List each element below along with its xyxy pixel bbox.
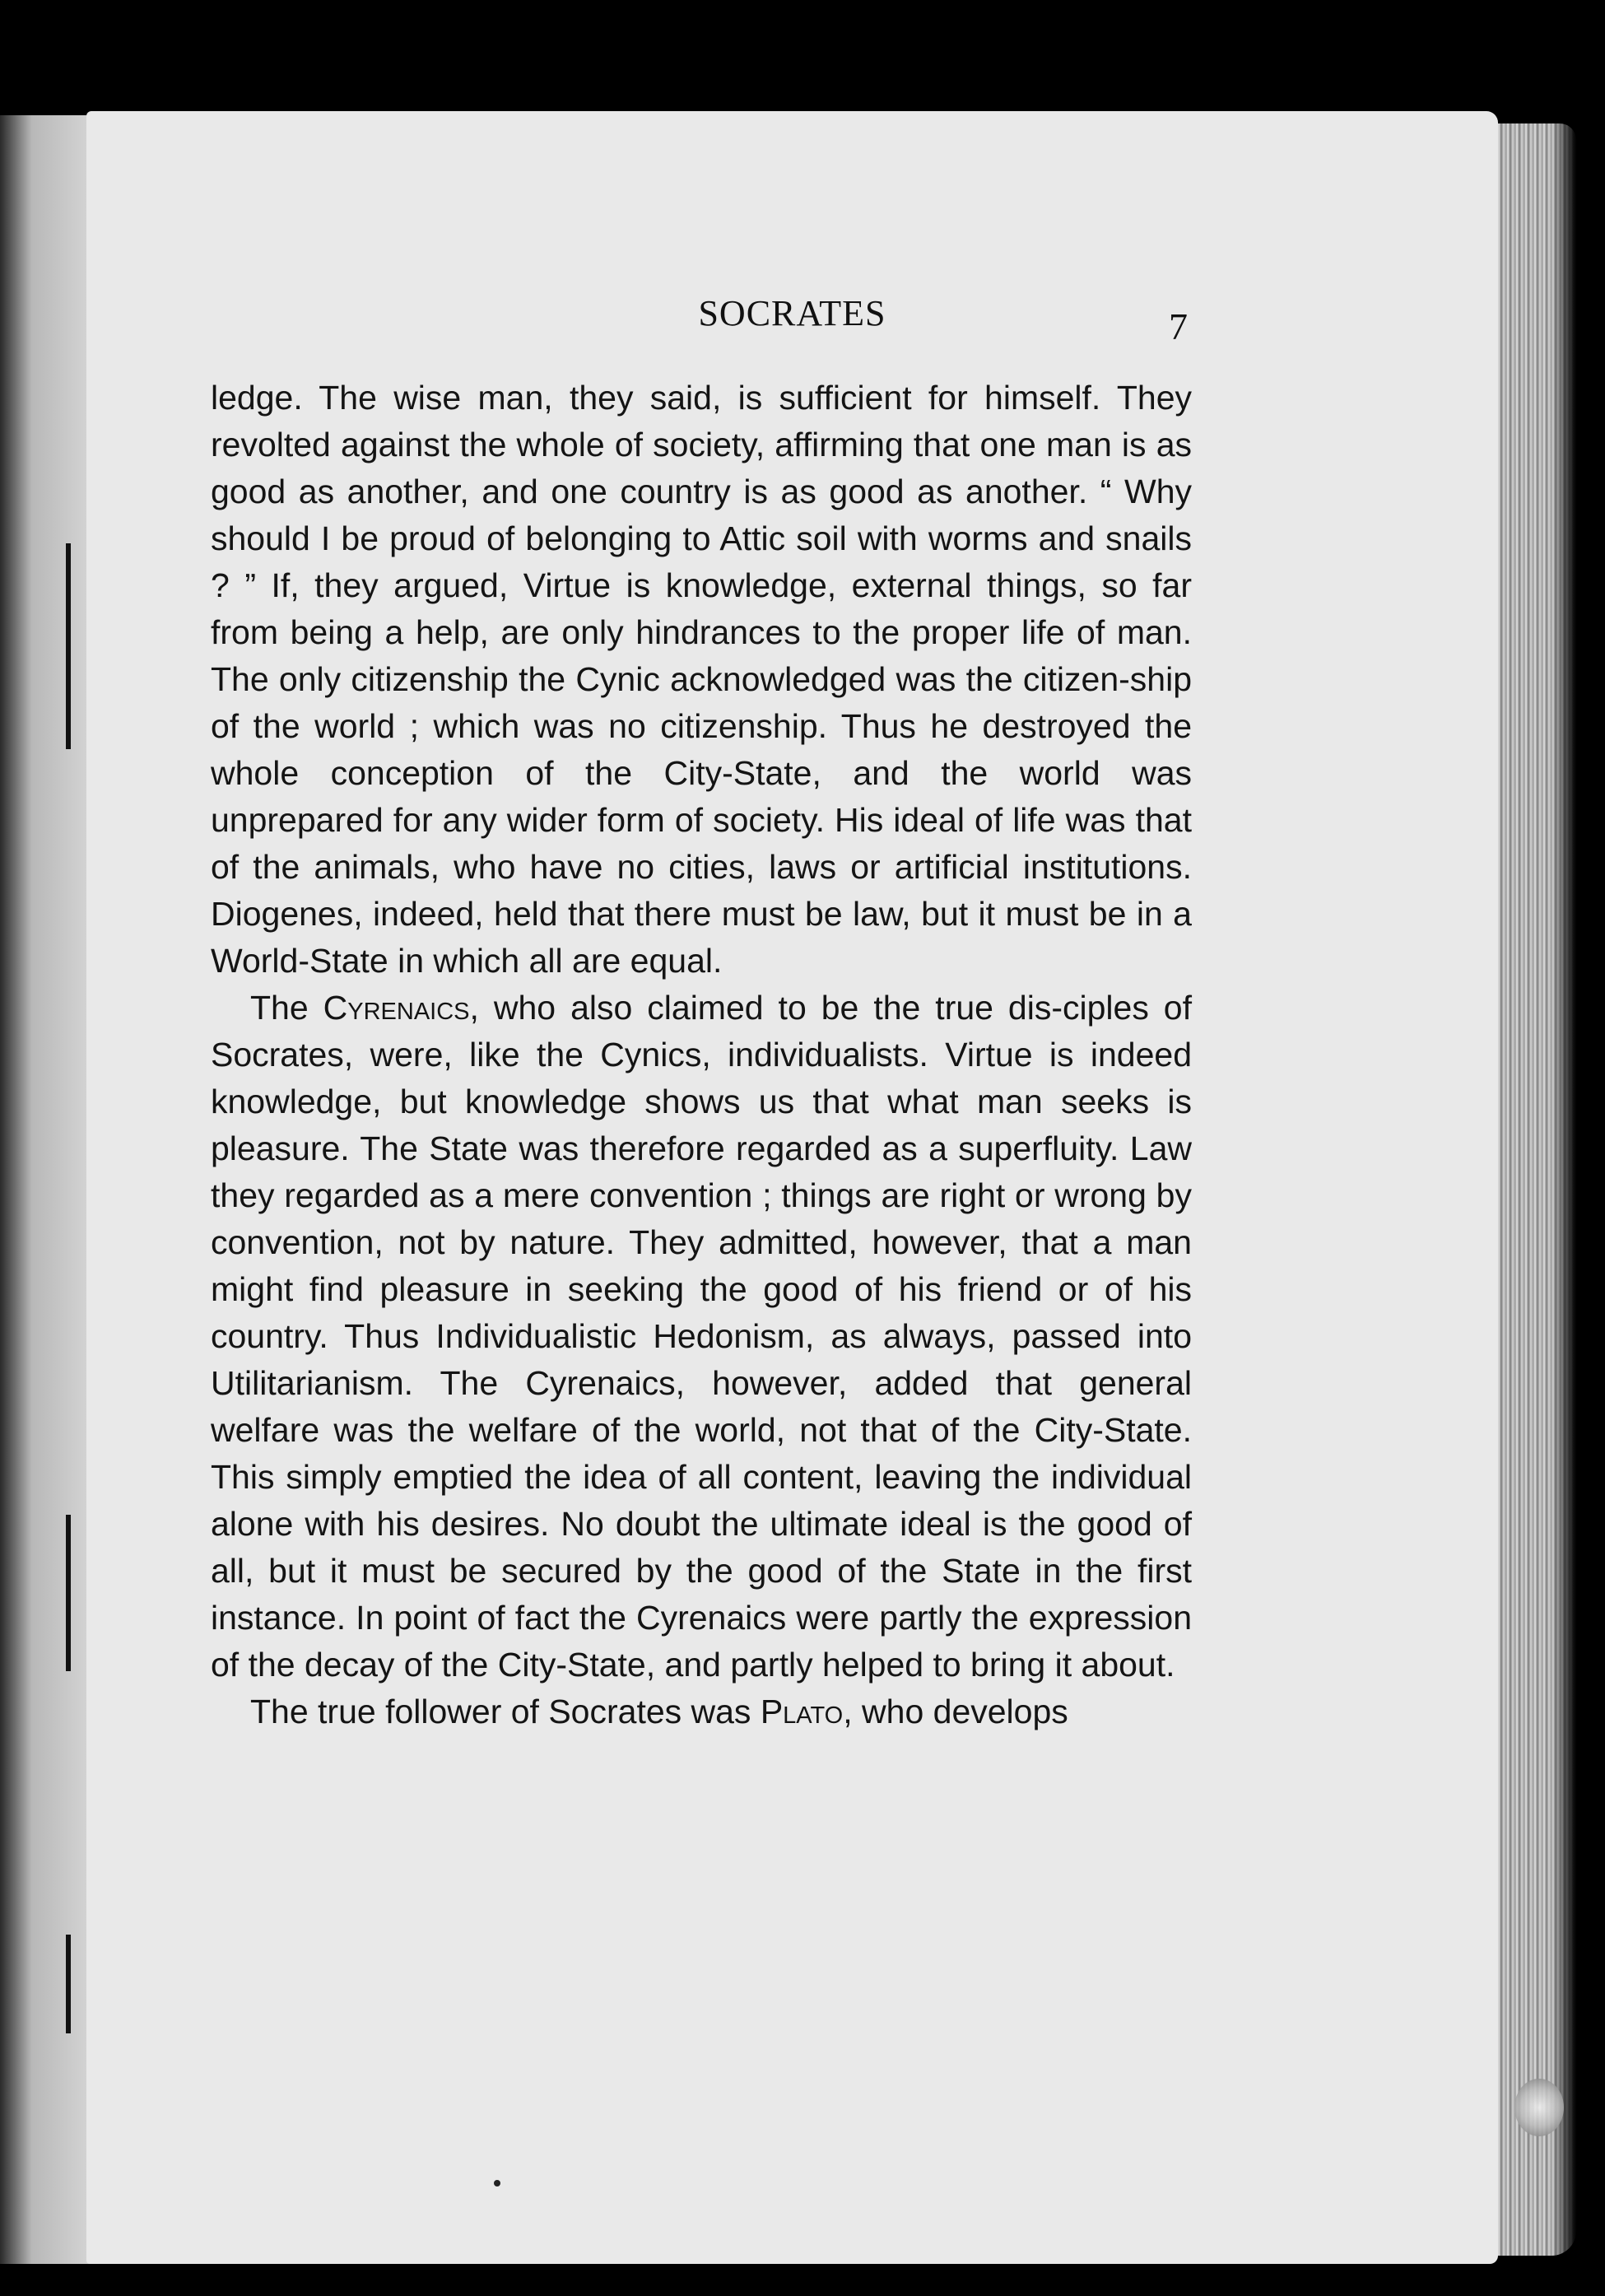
small-caps-term: Plato (760, 1693, 844, 1730)
paragraph-text: ledge. The wise man, they said, is sufficient for himself. They revolted against the whole of society, affirming that one man is as good as another, and one country is as good as another. “ Why should I be proud of belonging to Attic soil with worms and snails ? ” If, they argued, Virtue is knowledge, external things, so far from being a help, are only hindrances to the proper life of man. The only citizenship the Cynic acknowledged was the citizen-ship of the world ; which was no citizenship. Thus he destroyed the whole conception of the City-State, and the world was unprepared for any wider form of society. His ideal of life was that of the animals, who have no cities, laws or artificial institutions. Diogenes, indeed, held that there must be law, but it must be in a World-State in which all are equal. (211, 379, 1192, 980)
paragraph-lead: The true follower of Socrates was (250, 1693, 761, 1730)
previous-page-edge (0, 115, 91, 2264)
previous-page-mark (66, 1935, 71, 2033)
paragraph-text: , who also claimed to be the true dis-ciples of Socrates, were, like the Cynics, individualists. Virtue is indeed knowledge, but knowledge shows us that what man seeks is pleasure. The State was therefore regarded as a superfluity. Law they regarded as a mere convention ; things are right or wrong by convention, not by nature. They admitted, however, that a man might find pleasure in seeking the good of his friend or of his country. Thus Individualistic Hedonism, as always, passed into Utilitarianism. The Cyrenaics, however, added that general welfare was the welfare of the world, not that of the City-State. This simply emptied the idea of all content, leaving the individual alone with his desires. No doubt the ultimate ideal is the good of all, but it must be secured by the good of the State in the first instance. In point of fact the Cyrenaics were partly the expression of the decay of the City-State, and partly helped to bring it about. (211, 989, 1192, 1684)
previous-page-mark (66, 543, 71, 749)
body-text (211, 375, 1192, 1735)
previous-page-mark (66, 1515, 71, 1671)
small-caps-term: Cyrenaics (323, 989, 470, 1027)
paragraph-text: , who develops (843, 1693, 1068, 1730)
paragraph-plato (211, 1688, 1192, 1735)
book-page-edges (1486, 123, 1576, 2256)
page-speck (494, 2180, 500, 2187)
library-stamp (1514, 2079, 1564, 2136)
page-number: 7 (1169, 305, 1188, 347)
paragraph-lead: The (250, 989, 323, 1027)
paragraph-cyrenaics (211, 985, 1192, 1688)
running-head: SOCRATES (698, 293, 886, 333)
paragraph-cynics (211, 375, 1192, 985)
